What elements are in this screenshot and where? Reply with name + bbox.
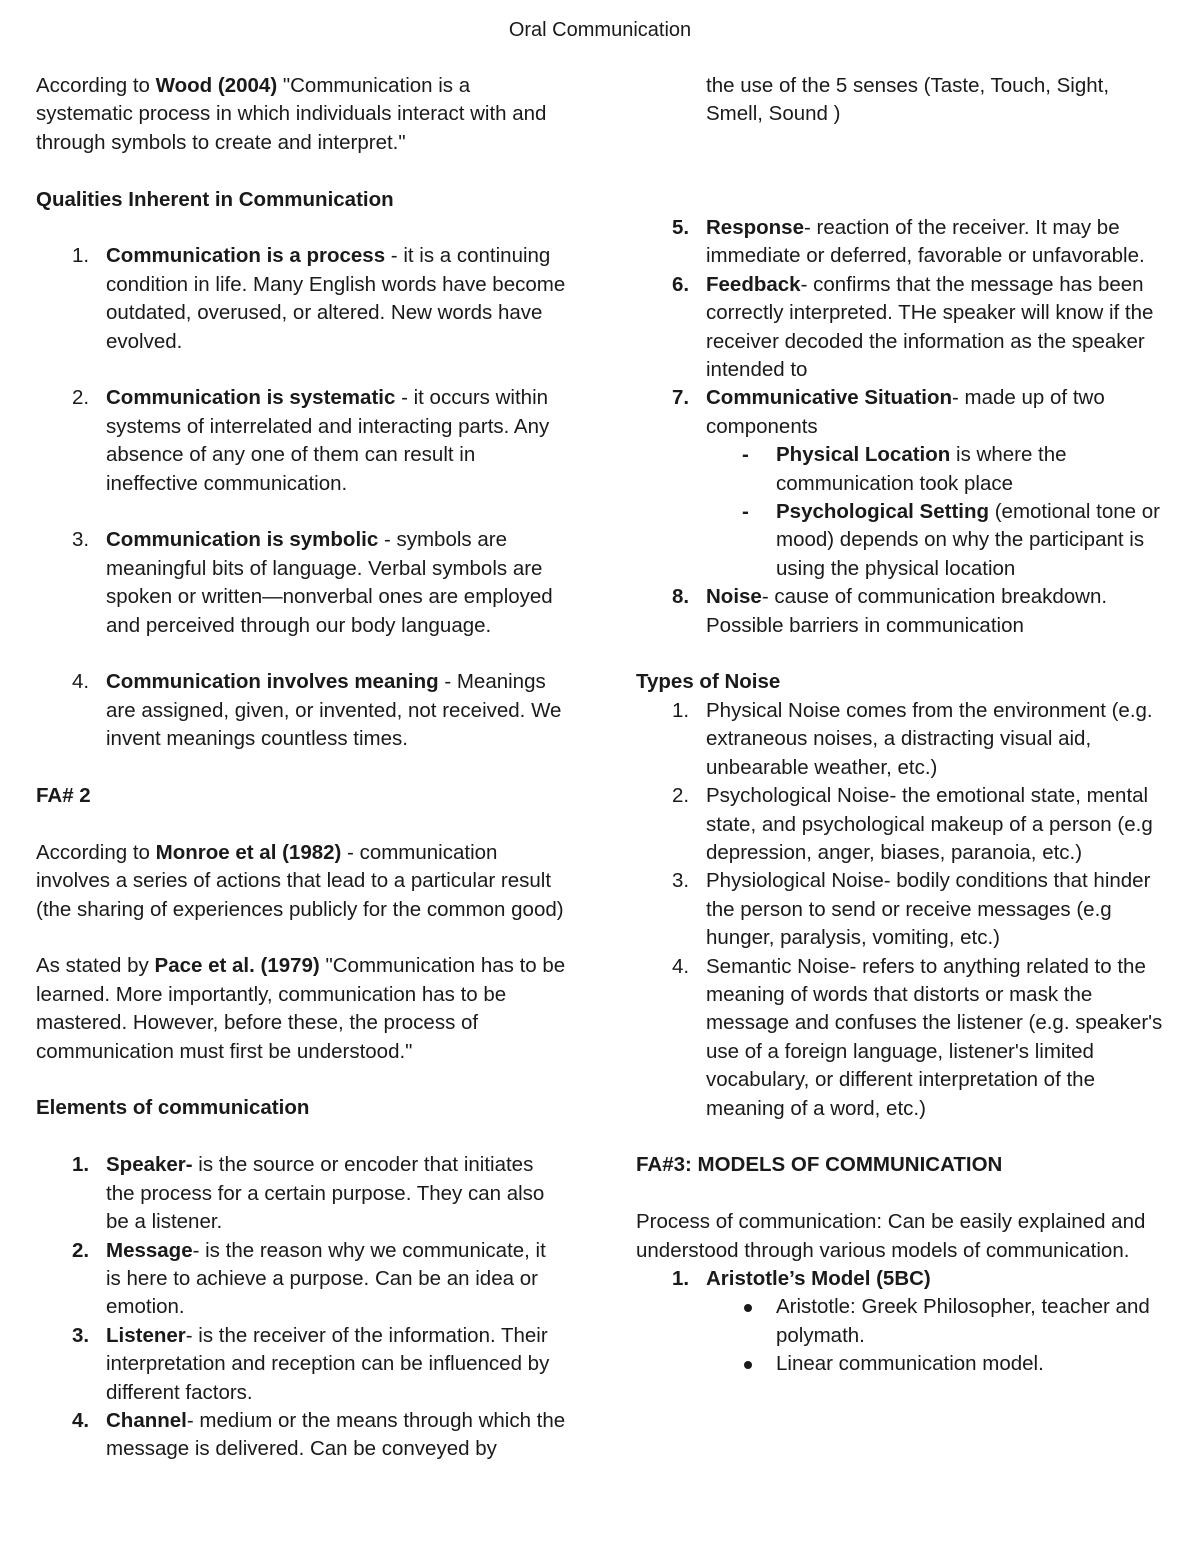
wood-citation: Wood (2004) [155, 74, 278, 97]
list-item: 1. Aristotle’s Model (5BC) [672, 1266, 931, 1290]
dash-marker: - [742, 443, 749, 467]
list-item: 1. Physical Noise comes from the environment (e.g. extraneous noises, a distracting visual aid, unbearable weather, etc.) [672, 698, 1153, 779]
list-item: 3. Physiological Noise- bodily conditions that hinder the person to send or receive messages (e.g hunger, paralysis, vomiting, etc.) [672, 869, 1151, 950]
monroe-definition: According to Monroe et al (1982) - communication involves a series of actions that lead to a particular result (the sharing of experiences publicly for the common good) [36, 840, 564, 921]
list-item: 1. Speaker- is the source or encoder that initiates the process for a certain purpose. They can also be a listener. [72, 1153, 545, 1234]
list-item: 3. Communication is symbolic - symbols are meaningful bits of language. Verbal symbols are spoken or written—nonverbal ones are employed and perceived through our body language. [72, 528, 553, 637]
monroe-citation: Monroe et al (1982) [155, 840, 342, 864]
pace-citation: Pace et al. (1979) [154, 954, 320, 978]
list-item: 8. Noise- cause of communication breakdown. Possible barriers in communication [672, 585, 1108, 637]
list-item: 5. Response- reaction of the receiver. It may be immediate or deferred, favorable or unfavorable. [672, 215, 1145, 268]
list-item: 3. Listener- is the receiver of the information. Their interpretation and reception can be influenced by different factors. [72, 1323, 550, 1404]
left-column [36, 72, 566, 1464]
list-item: 6. Feedback- confirms that the message has been correctly interpreted. THe speaker will know if the receiver decoded the information as the speaker intended to [672, 272, 1154, 382]
wood-definition: According to Wood (2004) "Communication is a systematic process in which individuals interact with and through symbols to create and interpret." [36, 74, 547, 154]
pace-definition: As stated by Pace et al. (1979) "Communication has to be learned. More importantly, communication has to be mastered. However, before these, the process of communication must first be understood." [36, 954, 566, 1063]
bullet-icon [744, 1304, 752, 1312]
list-item: 7. Communicative Situation- made up of two components [672, 386, 1105, 438]
list-item: 4. Semantic Noise- refers to anything related to the meaning of words that distorts or mask the message and confuses the listener (e.g. speaker's use of a foreign language, listener's limited vocabulary, or different interpretation of the meaning of a word, etc.) [672, 954, 1163, 1120]
list-item: 4. Communication involves meaning - Meanings are assigned, given, or invented, not received. We invent meanings countless times. [72, 670, 562, 751]
list-item: 1. Communication is a process - it is a continuing condition in life. Many English words have become outdated, overused, or altered. New words have evolved. [72, 244, 566, 353]
qualities-heading: Qualities Inherent in Communication [36, 187, 394, 211]
list-item: 2. Psychological Noise- the emotional state, mental state, and psychological makeup of a person (e.g depression, anger, biases, paranoia, etc.) [672, 784, 1153, 864]
sub-list-item: - Physical Location is where the communication took place [742, 443, 1067, 495]
document-title: Oral Communication [508, 19, 692, 41]
sub-list-item: - Psychological Setting (emotional tone or mood) depends on why the participant is using the physical location [742, 500, 1160, 580]
list-item: 2. Communication is systematic - it occurs within systems of interrelated and interacting parts. Any absence of any one of them can result in ineffective communication. [72, 386, 550, 495]
noise-types-heading: Types of Noise [636, 670, 781, 694]
channel-continuation: the use of the 5 senses (Taste, Touch, Sight, Smell, Sound ) [706, 74, 1110, 126]
list-item: 2. Message- is the reason why we communicate, it is here to achieve a purpose. Can be an idea or emotion. [72, 1238, 546, 1319]
right-column [636, 72, 1166, 1379]
process-paragraph: Process of communication: Can be easily explained and understood through various models of communication. [636, 1210, 1146, 1262]
sub-list-item: Aristotle: Greek Philosopher, teacher and polymath. [636, 1293, 1166, 1350]
dash-marker: - [742, 500, 749, 524]
bullet-icon [744, 1361, 752, 1369]
fa3-heading: FA#3: MODELS OF COMMUNICATION [636, 1153, 1003, 1177]
sub-list-item: Linear communication model. [636, 1350, 1166, 1378]
elements-heading: Elements of communication [36, 1096, 310, 1120]
list-item: 4. Channel- medium or the means through which the message is delivered. Can be conveyed by [72, 1408, 566, 1461]
fa2-heading: FA# 2 [36, 784, 91, 808]
